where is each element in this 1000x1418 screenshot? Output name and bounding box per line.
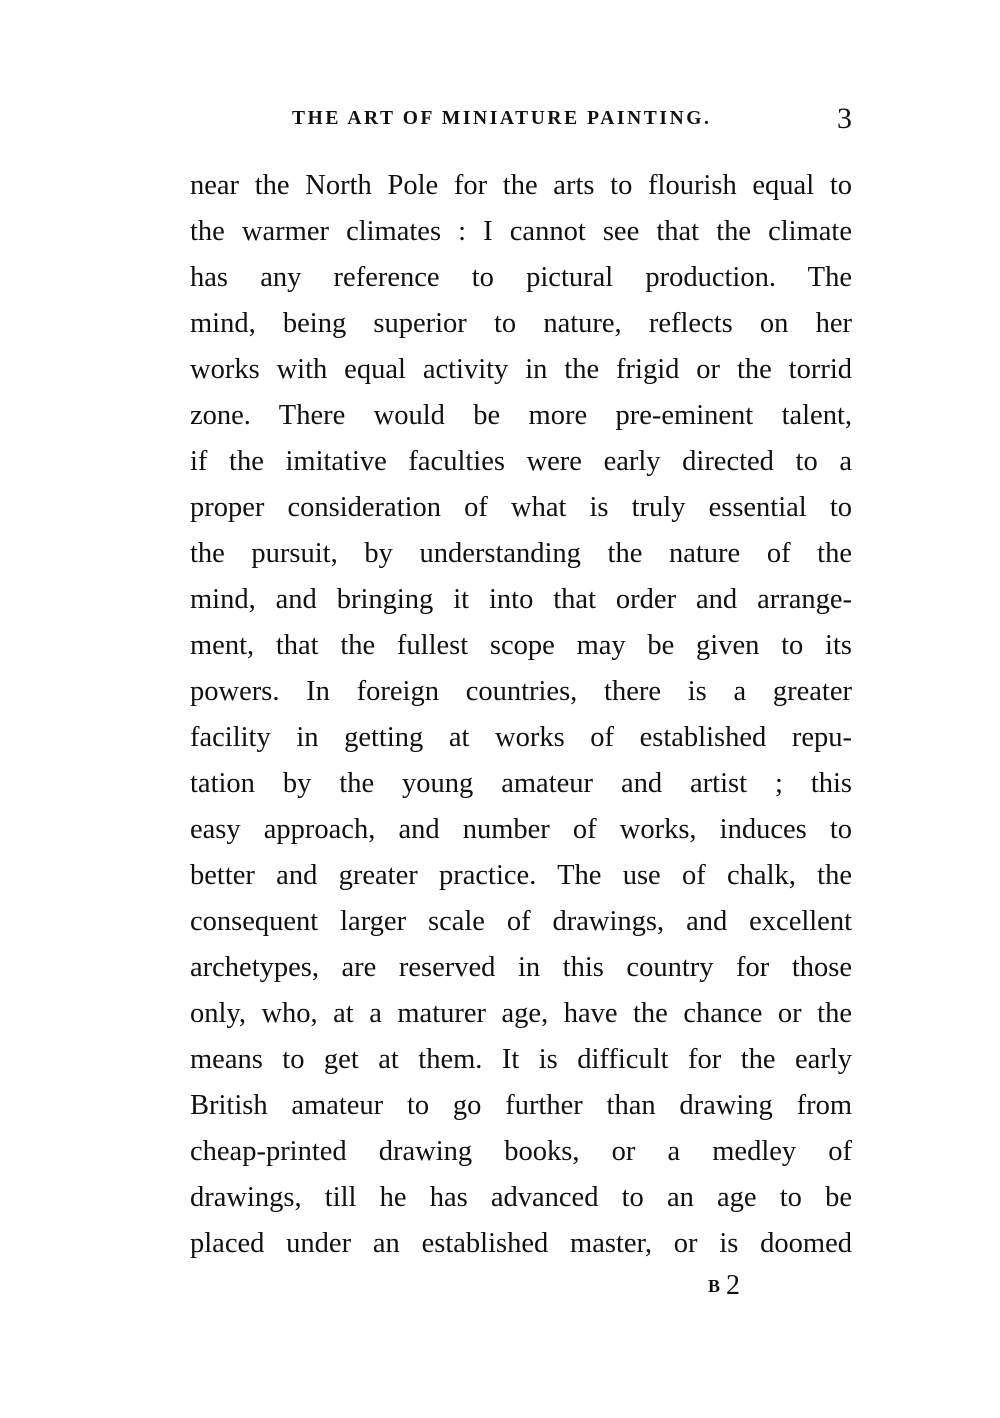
running-head — [190, 104, 852, 138]
text-line: British amateur to go further than drawing from — [190, 1090, 852, 1121]
signature-mark — [708, 1270, 740, 1302]
running-title: THE ART OF MINIATURE PAINTING. — [292, 108, 712, 129]
text-line: if the imitative faculties were early directed to a — [190, 446, 852, 477]
text-line: the warmer climates : I cannot see that the climate — [190, 216, 852, 247]
text-line: cheap-printed drawing books, or a medley of — [190, 1136, 852, 1167]
body-text — [190, 163, 852, 1267]
text-line: only, who, at a maturer age, have the chance or the — [190, 998, 852, 1029]
text-line: facility in getting at works of established repu- — [190, 722, 852, 753]
page-number: 3 — [837, 102, 852, 135]
text-line: archetypes, are reserved in this country for those — [190, 952, 852, 983]
text-line: works with equal activity in the frigid or the torrid — [190, 354, 852, 385]
text-line: means to get at them. It is difficult for the early — [190, 1044, 852, 1075]
text-line: easy approach, and number of works, induces to — [190, 814, 852, 845]
text-line: proper consideration of what is truly essential to — [190, 492, 852, 523]
text-line: ment, that the fullest scope may be given to its — [190, 630, 852, 661]
text-line: mind, being superior to nature, reflects on her — [190, 308, 852, 339]
text-line: has any reference to pictural production. The — [190, 262, 852, 293]
signature-number: 2 — [726, 1270, 741, 1301]
text-line: consequent larger scale of drawings, and excellent — [190, 906, 852, 937]
text-line: placed under an established master, or is doomed — [190, 1228, 852, 1259]
text-line: zone. There would be more pre-eminent talent, — [190, 400, 852, 431]
signature-letter: B — [708, 1276, 723, 1296]
text-line: drawings, till he has advanced to an age to be — [190, 1182, 852, 1213]
text-line: tation by the young amateur and artist ; this — [190, 768, 852, 799]
text-line: the pursuit, by understanding the nature of the — [190, 538, 852, 569]
text-line: better and greater practice. The use of chalk, the — [190, 860, 852, 891]
text-line: powers. In foreign countries, there is a greater — [190, 676, 852, 707]
text-line: near the North Pole for the arts to flourish equal to — [190, 170, 852, 201]
text-line: mind, and bringing it into that order and arrange- — [190, 584, 852, 615]
